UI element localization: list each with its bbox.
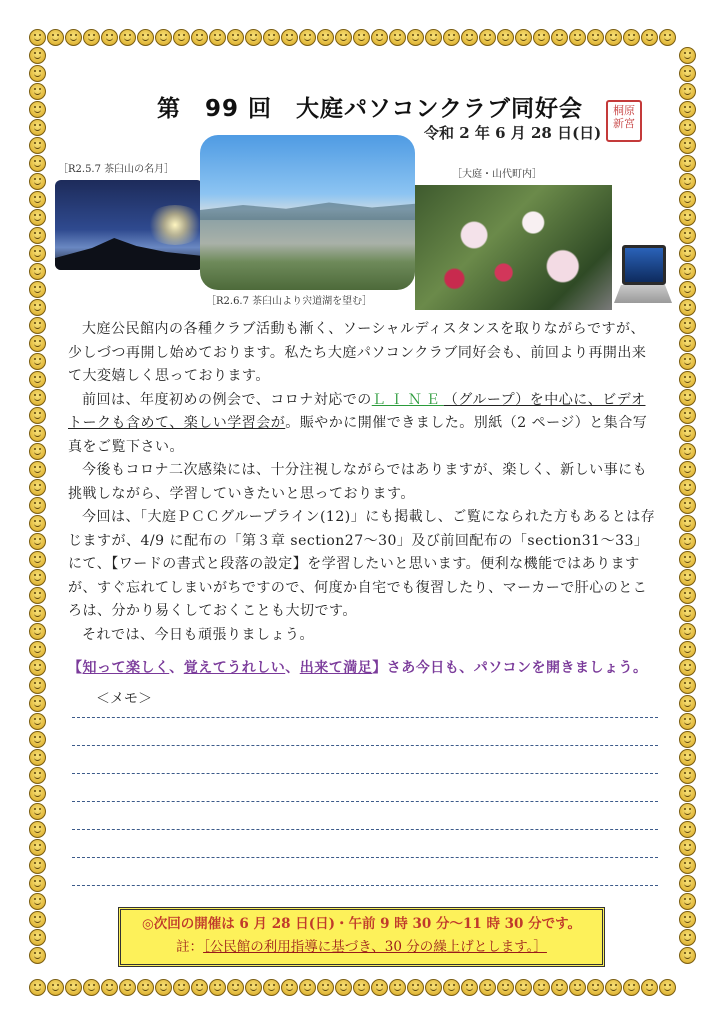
smiley-icon — [101, 979, 118, 996]
smiley-icon — [29, 29, 46, 46]
caption-city: ［R2.6.7 茶臼山より宍道湖を望む］ — [206, 296, 373, 307]
smiley-icon — [679, 947, 696, 964]
smiley-icon — [679, 227, 696, 244]
slogan: 【知って楽しく、覚えてうれしい、出来て満足】さあ今日も、パソコンを開きましょう。 — [68, 660, 648, 676]
smiley-icon — [83, 979, 100, 996]
smiley-icon — [679, 785, 696, 802]
smiley-icon — [65, 29, 82, 46]
smiley-icon — [29, 263, 46, 280]
smiley-icon — [389, 29, 406, 46]
smiley-icon — [641, 979, 658, 996]
memo-line — [72, 885, 658, 886]
smiley-icon — [679, 875, 696, 892]
smiley-icon — [29, 803, 46, 820]
smiley-icon — [29, 317, 46, 334]
memo-line — [72, 717, 658, 718]
smiley-icon — [533, 979, 550, 996]
laptop-icon — [614, 245, 672, 307]
smiley-icon — [29, 731, 46, 748]
smiley-icon — [155, 29, 172, 46]
smiley-icon — [551, 29, 568, 46]
smiley-icon — [389, 979, 406, 996]
page-title: 第 99 回 大庭パソコンクラブ同好会 — [156, 96, 584, 122]
memo-line — [72, 857, 658, 858]
smiley-icon — [29, 749, 46, 766]
smiley-icon — [281, 29, 298, 46]
smiley-icon — [659, 979, 676, 996]
smiley-icon — [679, 641, 696, 658]
smiley-icon — [335, 29, 352, 46]
caption-moon: ［R2.5.7 茶臼山の名月］ — [58, 164, 175, 175]
smiley-icon — [29, 839, 46, 856]
smiley-icon — [679, 335, 696, 352]
smiley-icon — [29, 821, 46, 838]
smiley-icon — [29, 281, 46, 298]
smiley-icon — [679, 353, 696, 370]
smiley-icon — [353, 29, 370, 46]
smiley-icon — [191, 979, 208, 996]
smiley-icon — [29, 371, 46, 388]
border-bottom — [28, 978, 676, 996]
smiley-icon — [209, 979, 226, 996]
smiley-icon — [679, 857, 696, 874]
smiley-icon — [29, 227, 46, 244]
smiley-icon — [29, 767, 46, 784]
smiley-icon — [29, 353, 46, 370]
memo-line — [72, 773, 658, 774]
line-keyword: ＬＩＮＥ — [371, 391, 444, 408]
smiley-icon — [173, 29, 190, 46]
smiley-icon — [29, 245, 46, 262]
smiley-icon — [29, 911, 46, 928]
smiley-icon — [679, 263, 696, 280]
smiley-icon — [679, 731, 696, 748]
flowers-photo — [415, 185, 612, 310]
smiley-icon — [679, 137, 696, 154]
smiley-icon — [29, 677, 46, 694]
smiley-icon — [679, 47, 696, 64]
smiley-icon — [371, 979, 388, 996]
smiley-icon — [497, 979, 514, 996]
smiley-icon — [443, 29, 460, 46]
smiley-icon — [679, 713, 696, 730]
smiley-icon — [679, 407, 696, 424]
smiley-icon — [679, 695, 696, 712]
smiley-icon — [679, 569, 696, 586]
border-right — [678, 46, 696, 964]
smiley-icon — [83, 29, 100, 46]
paragraph: 今回は、「大庭ＰＣＣグループライン(12)」にも掲載し、ご覧になられた方もあるとは存じますが、4/9 に配布の「第３章 section27～30」及び前回配布の「section31～33」にて、【ワードの書式と段落の設定】を学習したいと思います。便利な機能ではありますが、すぐ忘れてしまいがちですので、何度か自宅でも復習したり、マーカーで肝心のところは、分かり易くしておくことも大切です。 — [68, 509, 656, 619]
smiley-icon — [533, 29, 550, 46]
paragraph: 今後もコロナ二次感染には、十分注視しながらではありますが、楽しく、新しい事にも挑戦しながら、学習していきたいと思っております。 — [68, 462, 648, 502]
smiley-icon — [679, 659, 696, 676]
smiley-icon — [461, 979, 478, 996]
smiley-icon — [679, 425, 696, 442]
smiley-icon — [679, 929, 696, 946]
moon-photo — [55, 180, 203, 270]
smiley-icon — [29, 155, 46, 172]
border-top — [28, 28, 676, 46]
smiley-icon — [29, 893, 46, 910]
smiley-icon — [29, 587, 46, 604]
smiley-icon — [29, 979, 46, 996]
smiley-icon — [679, 119, 696, 136]
smiley-icon — [47, 979, 64, 996]
smiley-icon — [263, 29, 280, 46]
smiley-icon — [679, 911, 696, 928]
smiley-icon — [29, 407, 46, 424]
smiley-icon — [679, 533, 696, 550]
smiley-icon — [29, 479, 46, 496]
smiley-icon — [679, 299, 696, 316]
caption-flowers: ［大庭・山代町内］ — [452, 169, 542, 180]
smiley-icon — [679, 191, 696, 208]
smiley-icon — [173, 979, 190, 996]
smiley-icon — [137, 29, 154, 46]
smiley-icon — [29, 335, 46, 352]
smiley-icon — [29, 47, 46, 64]
smiley-icon — [29, 83, 46, 100]
smiley-icon — [679, 83, 696, 100]
smiley-icon — [29, 299, 46, 316]
smiley-icon — [443, 979, 460, 996]
smiley-icon — [679, 497, 696, 514]
smiley-icon — [47, 29, 64, 46]
smiley-icon — [679, 767, 696, 784]
smiley-icon — [623, 29, 640, 46]
smiley-icon — [29, 857, 46, 874]
memo-label: ＜メモ＞ — [96, 691, 152, 707]
paragraph: 大庭公民館内の各種クラブ活動も漸く、ソーシャルディスタンスを取りながらですが、少しづつ再開し始めております。私たち大庭パソコンクラブ同好会も、前回より再開出来て大変嬉しく思っております。 — [68, 321, 647, 384]
smiley-icon — [263, 979, 280, 996]
smiley-icon — [679, 209, 696, 226]
smiley-icon — [353, 979, 370, 996]
smiley-icon — [515, 979, 532, 996]
smiley-icon — [623, 979, 640, 996]
paragraph: それでは、今日も頑張りましょう。 — [82, 626, 314, 643]
smiley-icon — [29, 623, 46, 640]
smiley-icon — [29, 641, 46, 658]
smiley-icon — [29, 947, 46, 964]
smiley-icon — [407, 979, 424, 996]
smiley-icon — [679, 317, 696, 334]
smiley-icon — [679, 677, 696, 694]
smiley-icon — [587, 29, 604, 46]
smiley-icon — [65, 979, 82, 996]
smiley-icon — [551, 979, 568, 996]
smiley-icon — [659, 29, 676, 46]
smiley-icon — [679, 587, 696, 604]
smiley-icon — [29, 173, 46, 190]
smiley-icon — [281, 979, 298, 996]
smiley-icon — [119, 979, 136, 996]
smiley-icon — [679, 803, 696, 820]
seal-stamp: 桐原 新宮 — [606, 100, 642, 142]
smiley-icon — [679, 371, 696, 388]
smiley-icon — [209, 29, 226, 46]
smiley-icon — [29, 785, 46, 802]
smiley-icon — [29, 119, 46, 136]
smiley-icon — [425, 29, 442, 46]
smiley-icon — [29, 209, 46, 226]
smiley-icon — [515, 29, 532, 46]
smiley-icon — [29, 137, 46, 154]
smiley-icon — [587, 979, 604, 996]
border-left — [28, 46, 46, 964]
smiley-icon — [29, 65, 46, 82]
smiley-icon — [479, 979, 496, 996]
smiley-icon — [137, 979, 154, 996]
smiley-icon — [227, 979, 244, 996]
city-photo — [200, 135, 415, 290]
smiley-icon — [29, 425, 46, 442]
smiley-icon — [679, 623, 696, 640]
smiley-icon — [679, 101, 696, 118]
smiley-icon — [679, 749, 696, 766]
smiley-icon — [29, 389, 46, 406]
smiley-icon — [679, 65, 696, 82]
smiley-icon — [119, 29, 136, 46]
smiley-icon — [29, 605, 46, 622]
smiley-icon — [317, 979, 334, 996]
smiley-icon — [29, 191, 46, 208]
article-body — [68, 318, 658, 647]
smiley-icon — [101, 29, 118, 46]
smiley-icon — [29, 497, 46, 514]
smiley-icon — [29, 695, 46, 712]
smiley-icon — [641, 29, 658, 46]
smiley-icon — [29, 443, 46, 460]
notice-line-1: ◎次回の開催は 6 月 28 日(日)・午前 9 時 30 分～11 時 30 分です。 — [141, 916, 582, 932]
smiley-icon — [29, 533, 46, 550]
smiley-icon — [299, 979, 316, 996]
issue-date: 令和 2 年 6 月 28 日(日) — [424, 124, 602, 142]
smiley-icon — [679, 461, 696, 478]
smiley-icon — [317, 29, 334, 46]
smiley-icon — [335, 979, 352, 996]
smiley-icon — [227, 29, 244, 46]
smiley-icon — [679, 821, 696, 838]
smiley-icon — [29, 551, 46, 568]
smiley-icon — [29, 569, 46, 586]
smiley-icon — [29, 515, 46, 532]
memo-line — [72, 801, 658, 802]
smiley-icon — [155, 979, 172, 996]
smiley-icon — [29, 659, 46, 676]
smiley-icon — [479, 29, 496, 46]
smiley-icon — [461, 29, 478, 46]
smiley-icon — [679, 389, 696, 406]
smiley-icon — [679, 839, 696, 856]
smiley-icon — [679, 155, 696, 172]
smiley-icon — [245, 979, 262, 996]
smiley-icon — [679, 551, 696, 568]
smiley-icon — [679, 173, 696, 190]
smiley-icon — [299, 29, 316, 46]
smiley-icon — [29, 875, 46, 892]
smiley-icon — [245, 29, 262, 46]
smiley-icon — [679, 443, 696, 460]
smiley-icon — [679, 893, 696, 910]
smiley-icon — [679, 515, 696, 532]
smiley-icon — [679, 605, 696, 622]
smiley-icon — [679, 281, 696, 298]
smiley-icon — [371, 29, 388, 46]
next-meeting-notice — [118, 907, 605, 967]
memo-line — [72, 745, 658, 746]
smiley-icon — [497, 29, 514, 46]
notice-line-2: 註：［公民館の利用指導に基づき、30 分の繰上げとします。］ — [176, 939, 547, 955]
smiley-icon — [605, 29, 622, 46]
smiley-icon — [29, 713, 46, 730]
paragraph: 前回は、年度初めの例会で、コロナ対応でのＬＩＮＥ（グループ）を中心に、ビデオトークも含めて、楽しい学習会が。賑やかに開催できました。別紙（2 ページ）と集合写真をご覧下さい。 — [68, 391, 648, 455]
smiley-icon — [191, 29, 208, 46]
smiley-icon — [679, 245, 696, 262]
smiley-icon — [407, 29, 424, 46]
smiley-icon — [569, 29, 586, 46]
memo-line — [72, 829, 658, 830]
smiley-icon — [569, 979, 586, 996]
smiley-icon — [29, 101, 46, 118]
smiley-icon — [605, 979, 622, 996]
smiley-icon — [29, 461, 46, 478]
smiley-icon — [425, 979, 442, 996]
smiley-icon — [29, 929, 46, 946]
smiley-icon — [679, 479, 696, 496]
